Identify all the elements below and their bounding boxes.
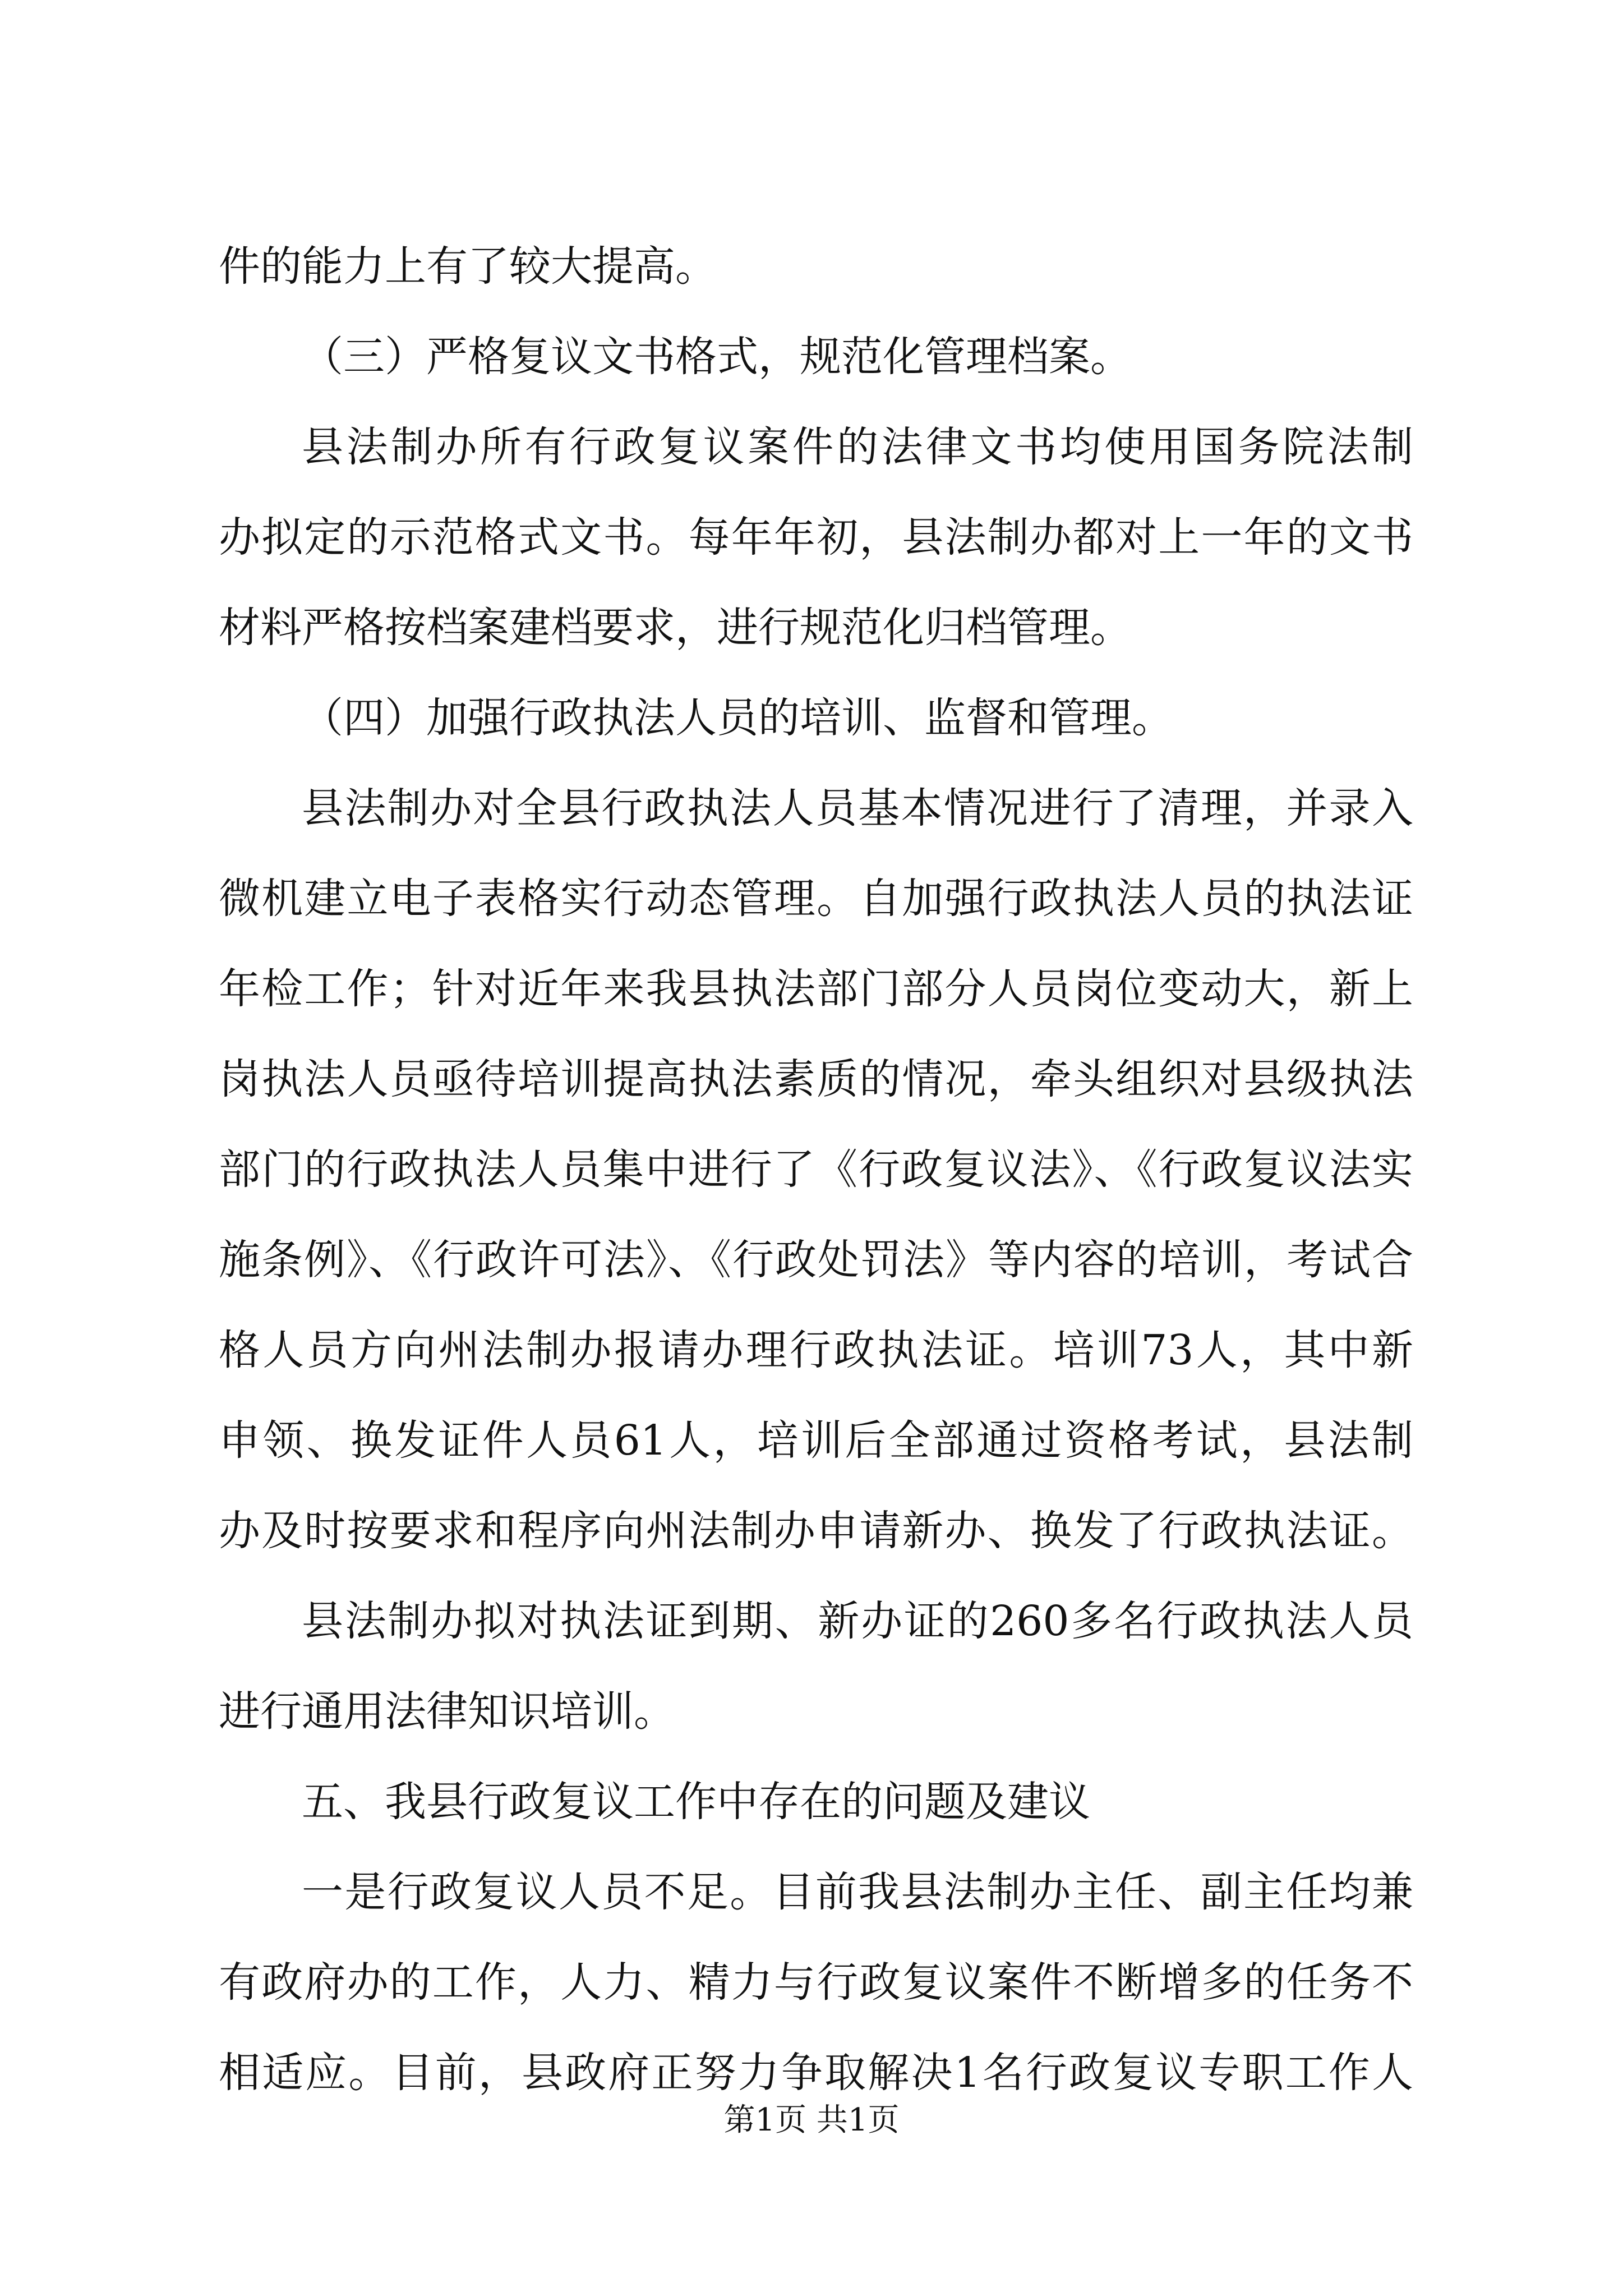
text-line: 相适应。目前，县政府正努力争取解决1名行政复议专职工作人 bbox=[219, 2049, 1413, 2097]
text-line: 有政府办的工作，人力、精力与行政复议案件不断增多的任务不 bbox=[219, 1958, 1413, 2007]
text-line: 办及时按要求和程序向州法制办申请新办、换发了行政执法证。 bbox=[219, 1507, 1413, 1555]
text-line: 件的能力上有了较大提高。 bbox=[219, 242, 717, 291]
section-heading: （三）严格复议文书格式，规范化管理档案。 bbox=[302, 333, 1132, 381]
text-line: 岗执法人员亟待培训提高执法素质的情况，牵头组织对县级执法 bbox=[219, 1055, 1413, 1103]
text-line: 材料严格按档案建档要求，进行规范化归档管理。 bbox=[219, 604, 1132, 652]
page-number: 第1页 共1页 bbox=[723, 2102, 900, 2138]
page-footer bbox=[0, 2098, 1623, 2143]
text-line: 县法制办对全县行政执法人员基本情况进行了清理，并录入 bbox=[302, 784, 1413, 832]
text-line: 县法制办拟对执法证到期、新办证的260多名行政执法人员 bbox=[302, 1597, 1413, 1645]
text-line: 一是行政复议人员不足。目前我县法制办主任、副主任均兼 bbox=[302, 1868, 1413, 1916]
text-line: 进行通用法律知识培训。 bbox=[219, 1687, 675, 1736]
text-line: 部门的行政执法人员集中进行了《行政复议法》、《行政复议法实 bbox=[219, 1145, 1413, 1194]
text-line: 格人员方向州法制办报请办理行政执法证。培训73人，其中新 bbox=[219, 1326, 1413, 1374]
section-heading: （四）加强行政执法人员的培训、监督和管理。 bbox=[302, 694, 1173, 742]
text-line: 办拟定的示范格式文书。每年年初，县法制办都对上一年的文书 bbox=[219, 513, 1413, 562]
section-heading: 五、我县行政复议工作中存在的问题及建议 bbox=[302, 1778, 1090, 1826]
document-body bbox=[219, 222, 1413, 2118]
text-line: 县法制办所有行政复议案件的法律文书均使用国务院法制 bbox=[302, 423, 1413, 471]
text-line: 申领、换发证件人员61人，培训后全部通过资格考试，县法制 bbox=[219, 1416, 1413, 1465]
text-line: 微机建立电子表格实行动态管理。自加强行政执法人员的执法证 bbox=[219, 875, 1413, 923]
text-line: 施条例》、《行政许可法》、《行政处罚法》等内容的培训，考试合 bbox=[219, 1236, 1413, 1284]
text-line: 年检工作；针对近年来我县执法部门部分人员岗位变动大，新上 bbox=[219, 965, 1413, 1013]
